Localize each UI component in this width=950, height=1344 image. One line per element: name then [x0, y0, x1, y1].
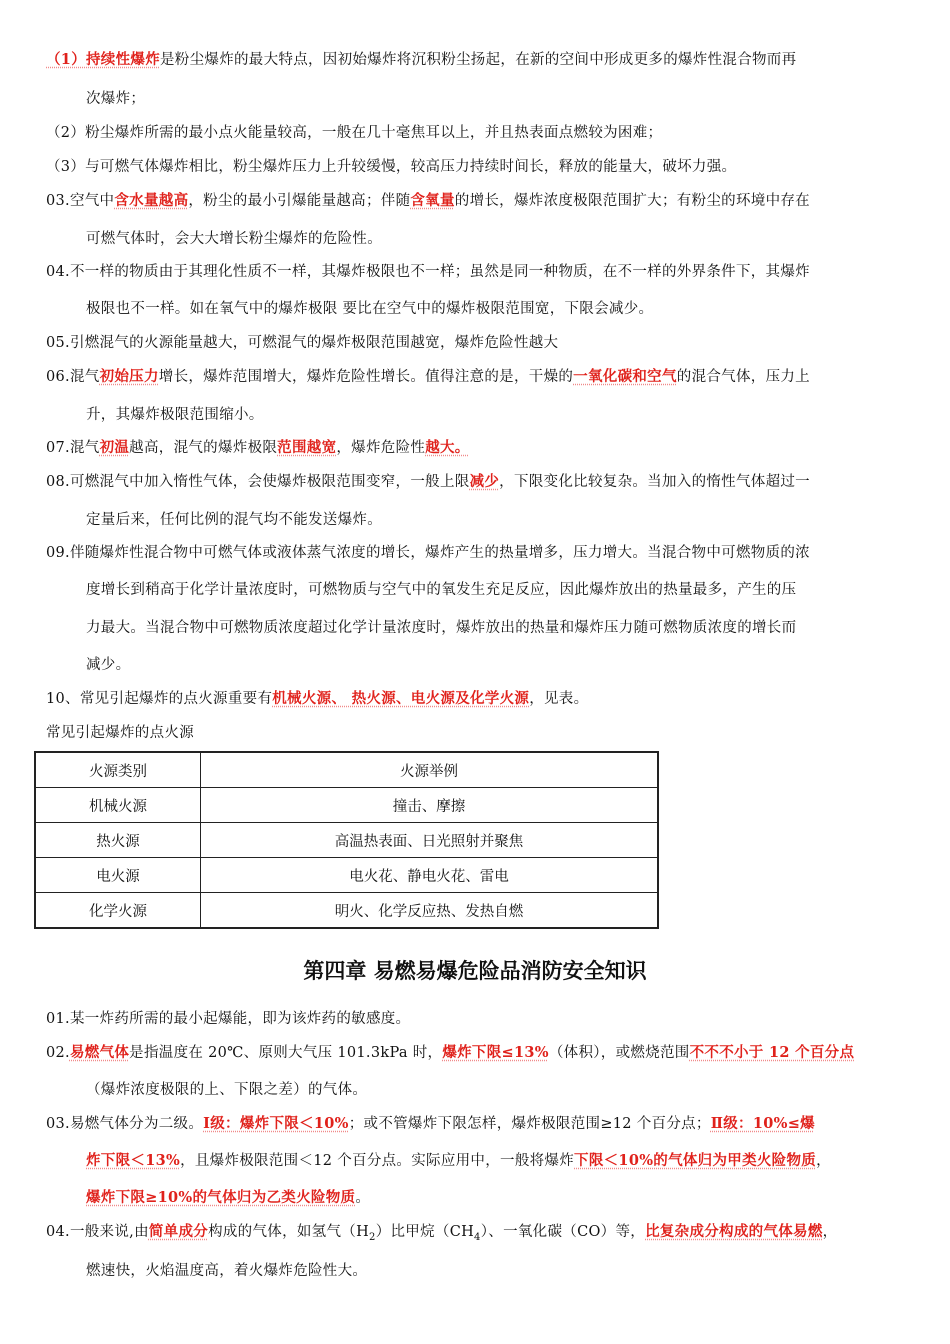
- text: 定量后来，任何比例的混气均不能发送爆炸。: [86, 512, 382, 528]
- highlight: 越大。: [425, 439, 470, 456]
- item-03-line-1: [46, 189, 908, 213]
- table-header-cell: 火源举例: [201, 752, 659, 788]
- highlight: 比复杂成分构成的气体易燃: [645, 1223, 823, 1240]
- highlight: 减少: [469, 473, 500, 490]
- text: 减少。: [86, 657, 131, 673]
- highlight: 初始压力: [99, 368, 159, 385]
- text: 度增长到稍高于化学计量浓度时，可燃物质与空气中的氧发生充足反应，因此爆炸放出的热量最多，产生的压: [86, 582, 797, 598]
- highlight: 含氧量: [410, 192, 455, 209]
- text: 越高，混气的爆炸极限: [129, 440, 278, 456]
- text: 升，其爆炸极限范围缩小。: [86, 407, 264, 423]
- text: 10、常见引起爆炸的点火源重要有: [46, 691, 273, 707]
- highlight: 爆炸下限≤13%: [442, 1044, 549, 1061]
- text: 02.: [46, 1045, 70, 1061]
- table-cell: 化学火源: [35, 893, 201, 929]
- text: 极限也不一样。如在氧气中的爆炸极限 要比在空气中的爆炸极限范围宽，下限会减少。: [86, 301, 654, 317]
- ch4-item-03-line-2: [86, 1149, 908, 1173]
- text: 力最大。当混合物中可燃物质浓度超过化学计量浓度时，爆炸放出的热量和爆炸压力随可燃物质浓度的增长而: [86, 620, 797, 636]
- text: 03.易燃气体分为二级。: [46, 1116, 204, 1132]
- text: 03.空气中: [46, 193, 115, 209]
- item-04-line-1: [46, 260, 908, 284]
- table-row: [35, 893, 658, 929]
- para-3: [46, 155, 908, 179]
- subscript: 4: [474, 1231, 481, 1243]
- highlight: 炸下限＜13%: [86, 1152, 181, 1169]
- table-row: [35, 823, 658, 858]
- ch4-item-02-line-1: [46, 1041, 908, 1065]
- table-cell: 明火、化学反应热、发热自燃: [201, 893, 659, 929]
- item-05: [46, 331, 908, 355]
- text: ，爆炸危险性: [336, 440, 426, 456]
- para-2: [46, 121, 908, 145]
- item-08-line-1: [46, 470, 908, 494]
- table-row: [35, 788, 658, 823]
- item-09-line-1: [46, 541, 908, 565]
- item-06-line-2: [86, 403, 908, 427]
- para-1-line-1: [46, 48, 908, 72]
- chapter-title: 第四章 易燃易爆危险品消防安全知识: [303, 959, 647, 983]
- highlight: 机械火源、 热火源、电火源及化学火源: [272, 690, 530, 707]
- table-cell: 电火花、静电火花、雷电: [201, 858, 659, 893]
- text: 构成的气体，如氢气（H: [208, 1224, 370, 1240]
- text: 可燃气体时，会大大增长粉尘爆炸的危险性。: [86, 231, 382, 247]
- item-09-line-2: [86, 578, 908, 602]
- ignition-source-table: [34, 751, 659, 929]
- item-06-line-1: [46, 365, 908, 389]
- highlight: 爆炸下限≥10%的气体归为乙类火险物质: [86, 1189, 356, 1206]
- text: ，下限变化比较复杂。当加入的惰性气体超过一: [499, 474, 810, 490]
- text: 是粉尘爆炸的最大特点，因初始爆炸将沉积粉尘扬起，在新的空间中形成更多的爆炸性混合物而再: [160, 52, 797, 68]
- table-cell: 电火源: [35, 858, 201, 893]
- highlight: 持续性爆炸: [86, 51, 160, 68]
- text: 07.混气: [46, 440, 100, 456]
- text: 是指温度在 20℃、原则大气压 101.3kPa 时，: [129, 1045, 443, 1061]
- table-row: [35, 858, 658, 893]
- text: 04.一般来说,由: [46, 1224, 149, 1240]
- text: （3）与可燃气体爆炸相比，粉尘爆炸压力上升较缓慢，较高压力持续时间长，释放的能量大，破坏力强。: [46, 159, 737, 175]
- ch4-item-01: [46, 1007, 908, 1031]
- text: （2）粉尘爆炸所需的最小点火能量较高，一般在几十毫焦耳以上，并且热表面点燃较为困难；: [46, 125, 663, 141]
- item-10: [46, 687, 908, 711]
- text: 的增长，爆炸浓度极限范围扩大；有粉尘的环境中存在: [454, 193, 810, 209]
- ch4-item-04-line-1: [46, 1220, 908, 1244]
- item-03-line-2: [86, 227, 908, 251]
- text: 05.引燃混气的火源能量越大，可燃混气的爆炸极限范围越宽，爆炸危险性越大: [46, 335, 559, 351]
- text: 的混合气体，压力上: [676, 369, 810, 385]
- para-1-line-2: [86, 87, 908, 111]
- text: 09.伴随爆炸性混合物中可燃气体或液体蒸气浓度的增长，爆炸产生的热量增多，压力增大。当混合物中可燃物质的浓: [46, 545, 810, 561]
- highlight: 简单成分: [148, 1223, 209, 1240]
- highlight: 不不不小于 12 个百分点: [689, 1044, 855, 1061]
- table-cell: 撞击、摩擦: [201, 788, 659, 823]
- text: ，粉尘的最小引爆能量越高；伴随: [188, 193, 411, 209]
- table-cell: 机械火源: [35, 788, 201, 823]
- text: 01.某一炸药所需的最小起爆能，即为该炸药的敏感度。: [46, 1011, 411, 1027]
- highlight: Ⅱ级：10%≤爆: [710, 1115, 815, 1132]
- subscript: 2: [369, 1231, 376, 1243]
- text: 04.不一样的物质由于其理化性质不一样，其爆炸极限也不一样；虽然是同一种物质，在不一样的外界条件下，其爆炸: [46, 264, 810, 280]
- ch4-item-04-line-2: [86, 1259, 908, 1283]
- text: ，: [822, 1224, 838, 1240]
- text: 燃速快，火焰温度高，着火爆炸危险性大。: [86, 1263, 368, 1279]
- text: 常见引起爆炸的点火源: [46, 725, 194, 741]
- highlight: 范围越宽: [277, 439, 337, 456]
- text: ，见表。: [529, 691, 589, 707]
- text: 06.混气: [46, 369, 100, 385]
- ch4-item-02-line-2: [86, 1078, 908, 1102]
- text: 次爆炸；: [86, 91, 146, 107]
- table-header-row: [35, 752, 658, 788]
- table-caption: [46, 721, 908, 745]
- item-04-line-2: [86, 297, 908, 321]
- text: ，: [816, 1153, 831, 1169]
- item-09-line-4: [86, 653, 908, 677]
- text: ）、一氧化碳（CO）等，: [480, 1224, 646, 1240]
- item-09-line-3: [86, 616, 908, 640]
- highlight: 下限＜10%的气体归为甲类火险物质: [574, 1152, 817, 1169]
- text: ）比甲烷（CH: [375, 1224, 475, 1240]
- text: 增长，爆炸范围增大，爆炸危险性增长。值得注意的是，干燥的: [158, 369, 574, 385]
- table-cell: 热火源: [35, 823, 201, 858]
- item-08-line-2: [86, 508, 908, 532]
- text: （爆炸浓度极限的上、下限之差）的气体。: [86, 1082, 368, 1098]
- highlight: 初温: [99, 439, 130, 456]
- highlight: 一氧化碳和空气: [573, 368, 677, 385]
- highlight: Ⅰ级：爆炸下限＜10%: [203, 1115, 349, 1132]
- text: ；或不管爆炸下限怎样，爆炸极限范围≥12 个百分点；: [348, 1116, 711, 1132]
- text: 08.可燃混气中加入惰性气体，会使爆炸极限范围变窄，一般上限: [46, 474, 470, 490]
- ch4-item-03-line-3: [86, 1186, 908, 1210]
- highlight: 易燃气体: [69, 1044, 130, 1061]
- highlight: 含水量越高: [114, 192, 189, 209]
- table-header-cell: 火源类别: [35, 752, 201, 788]
- text: ，且爆炸极限范围＜12 个百分点。实际应用中，一般将爆炸: [180, 1153, 575, 1169]
- ch4-item-03-line-1: [46, 1112, 908, 1136]
- text: （体积），或燃烧范围: [548, 1045, 690, 1061]
- item-07: [46, 436, 908, 460]
- table-cell: 高温热表面、日光照射并聚焦: [201, 823, 659, 858]
- highlight: （1）: [46, 51, 86, 68]
- text: 。: [355, 1190, 371, 1206]
